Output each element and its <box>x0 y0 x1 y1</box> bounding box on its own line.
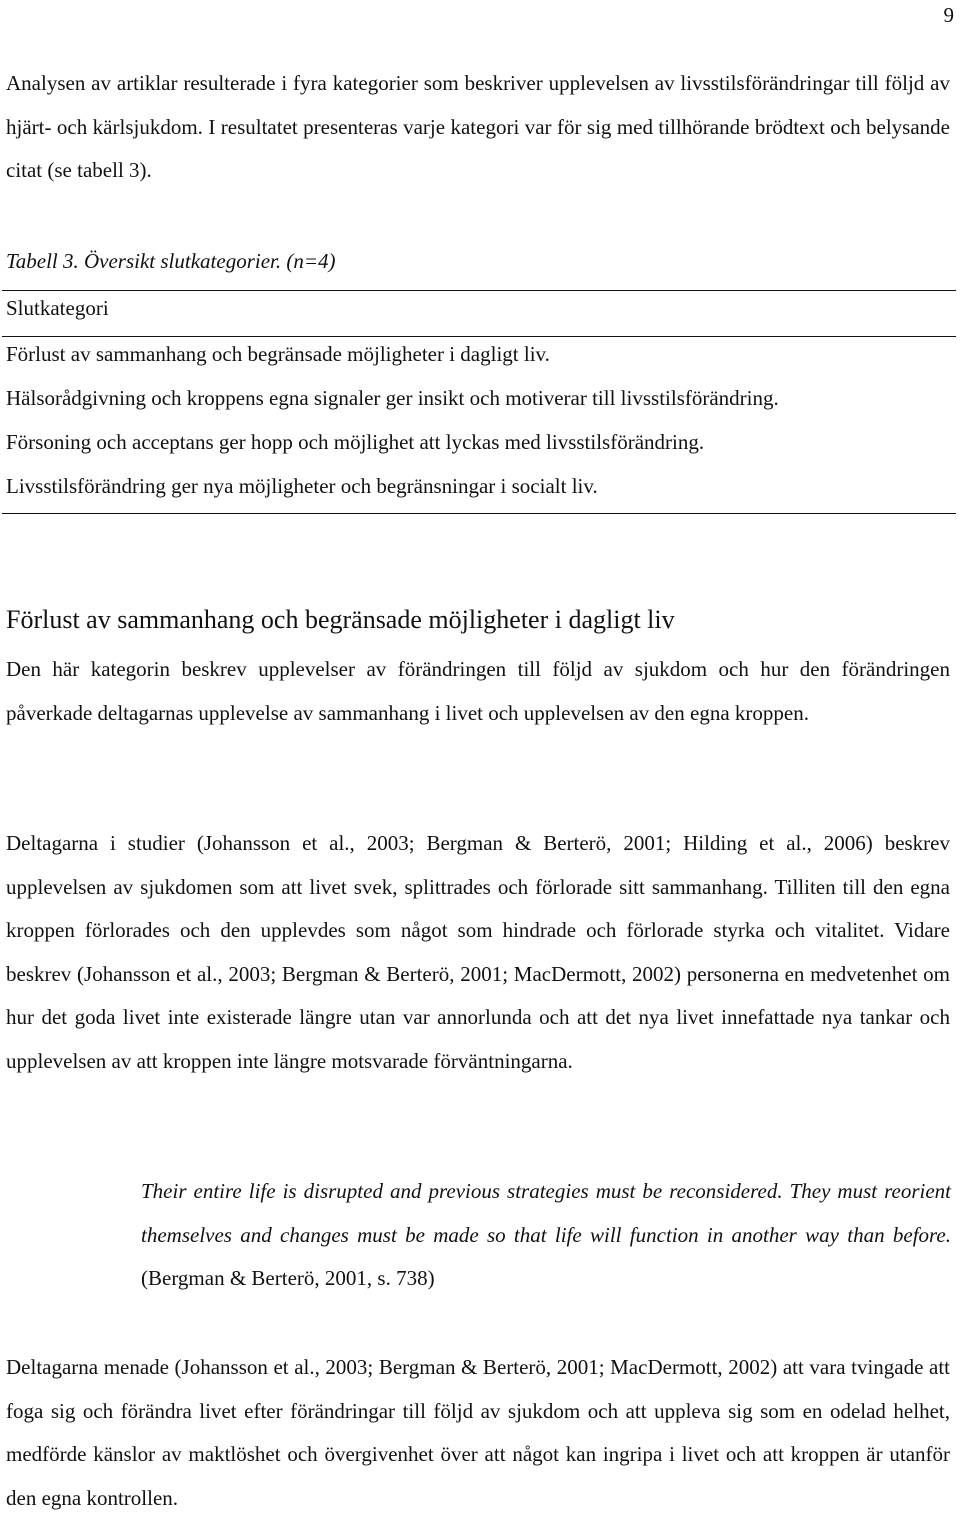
quote-citation: (Bergman & Berterö, 2001, s. 738) <box>141 1266 435 1291</box>
page-number: 9 <box>943 3 954 27</box>
table-row: Livsstilsförändring ger nya möjligheter och begränsningar i socialt liv. <box>6 474 598 498</box>
table-body <box>6 332 779 508</box>
table-bottom-rule <box>2 513 956 514</box>
quote-text: Their entire life is disrupted and previous strategies must be reconsidered. They must reorient themselves and changes must be made so that life will function in another way than before. <box>141 1179 951 1247</box>
table-top-rule <box>2 290 956 291</box>
table-header: Slutkategori <box>6 296 109 320</box>
table-row: Hälsorådgivning och kroppens egna signaler ger insikt och motiverar till livsstilsförändring. <box>6 386 779 410</box>
block-quote <box>141 1170 951 1301</box>
intro-paragraph: Analysen av artiklar resulterade i fyra kategorier som beskriver upplevelsen av livsstilsförändringar till följd av hjärt- och kärlsjukdom. I resultatet presenteras varje kategori var för sig med tillhörande brödtext och belysande citat (se tabell 3). <box>6 71 950 183</box>
table-row: Försoning och acceptans ger hopp och möjlighet att lyckas med livsstilsförändring. <box>6 430 705 454</box>
table-row: Förlust av sammanhang och begränsade möjligheter i dagligt liv. <box>6 342 550 366</box>
body-paragraph-3: Deltagarna menade (Johansson et al., 2003; Bergman & Berterö, 2001; MacDermott, 2002) att vara tvingade att foga sig och förändra livet efter förändringar till följd av sjukdom och att uppleva sig som en odelad helhet, medförde känslor av maktlöshet och övergivenhet över att något kan ingripa i livet och att kroppen är utanför den egna kontrollen. <box>6 1355 950 1510</box>
body-paragraph-1: Den här kategorin beskrev upplevelser av förändringen till följd av sjukdom och hur den förändringen påverkade deltagarnas upplevelse av sammanhang i livet och upplevelsen av den egna kroppen. <box>6 657 950 725</box>
body-paragraph-2: Deltagarna i studier (Johansson et al., 2003; Bergman & Berterö, 2001; Hilding et al., 2006) beskrev upplevelsen av sjukdomen som att livet svek, splittrades och förlorade sitt sammanhang. Tilliten till den egna kroppen förlorades och den upplevdes som något som hindrade och förlorade styrka och vitalitet. Vidare beskrev (Johansson et al., 2003; Bergman & Berterö, 2001; MacDermott, 2002) personerna en medvetenhet om hur det goda livet inte existerade längre utan var annorlunda och att det nya livet innefattade nya tankar och upplevelsen av att kroppen inte längre motsvarade förväntningarna. <box>6 831 950 1073</box>
section-heading: Förlust av sammanhang och begränsade möjligheter i dagligt liv <box>6 605 675 634</box>
table-caption: Tabell 3. Översikt slutkategorier. (n=4) <box>6 249 336 273</box>
